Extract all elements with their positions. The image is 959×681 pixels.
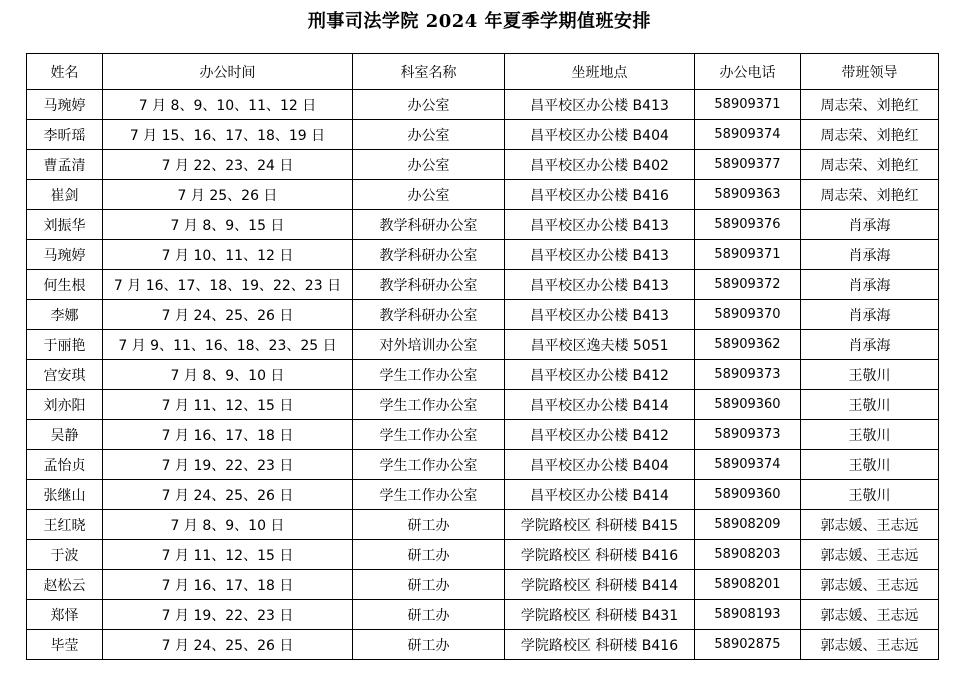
cell-name: 崔剑 bbox=[27, 180, 103, 210]
cell-department: 研工办 bbox=[353, 570, 505, 600]
table-row bbox=[27, 570, 939, 600]
cell-department: 对外培训办公室 bbox=[353, 330, 505, 360]
cell-location: 昌平校区办公楼 B413 bbox=[505, 90, 695, 120]
cell-name: 李昕瑶 bbox=[27, 120, 103, 150]
cell-name: 李娜 bbox=[27, 300, 103, 330]
cell-office-time: 7 月 22、23、24 日 bbox=[103, 150, 353, 180]
cell-department: 教学科研办公室 bbox=[353, 240, 505, 270]
cell-location: 学院路校区 科研楼 B415 bbox=[505, 510, 695, 540]
cell-leader: 周志荣、刘艳红 bbox=[801, 150, 939, 180]
cell-phone: 58909370 bbox=[695, 300, 801, 330]
cell-name: 张继山 bbox=[27, 480, 103, 510]
cell-name: 毕莹 bbox=[27, 630, 103, 660]
cell-location: 昌平校区办公楼 B412 bbox=[505, 360, 695, 390]
cell-location: 昌平校区办公楼 B413 bbox=[505, 210, 695, 240]
cell-phone: 58909362 bbox=[695, 330, 801, 360]
cell-department: 教学科研办公室 bbox=[353, 210, 505, 240]
cell-location: 学院路校区 科研楼 B416 bbox=[505, 630, 695, 660]
table-row bbox=[27, 210, 939, 240]
cell-phone: 58909374 bbox=[695, 120, 801, 150]
table-row bbox=[27, 180, 939, 210]
cell-leader: 王敬川 bbox=[801, 360, 939, 390]
cell-location: 昌平校区办公楼 B414 bbox=[505, 390, 695, 420]
cell-leader: 王敬川 bbox=[801, 390, 939, 420]
cell-name: 刘振华 bbox=[27, 210, 103, 240]
cell-location: 昌平校区办公楼 B412 bbox=[505, 420, 695, 450]
cell-office-time: 7 月 15、16、17、18、19 日 bbox=[103, 120, 353, 150]
cell-leader: 周志荣、刘艳红 bbox=[801, 120, 939, 150]
cell-location: 昌平校区逸夫楼 5051 bbox=[505, 330, 695, 360]
cell-location: 昌平校区办公楼 B402 bbox=[505, 150, 695, 180]
cell-location: 昌平校区办公楼 B416 bbox=[505, 180, 695, 210]
cell-department: 办公室 bbox=[353, 90, 505, 120]
cell-office-time: 7 月 19、22、23 日 bbox=[103, 600, 353, 630]
cell-location: 昌平校区办公楼 B413 bbox=[505, 240, 695, 270]
cell-phone: 58908203 bbox=[695, 540, 801, 570]
cell-phone: 58902875 bbox=[695, 630, 801, 660]
table-row bbox=[27, 510, 939, 540]
cell-leader: 王敬川 bbox=[801, 480, 939, 510]
cell-office-time: 7 月 8、9、10 日 bbox=[103, 360, 353, 390]
table-row bbox=[27, 240, 939, 270]
table-row bbox=[27, 630, 939, 660]
cell-department: 研工办 bbox=[353, 600, 505, 630]
cell-name: 郑怿 bbox=[27, 600, 103, 630]
cell-office-time: 7 月 16、17、18 日 bbox=[103, 420, 353, 450]
cell-leader: 肖承海 bbox=[801, 270, 939, 300]
cell-leader: 王敬川 bbox=[801, 420, 939, 450]
cell-phone: 58909371 bbox=[695, 90, 801, 120]
cell-name: 曹孟清 bbox=[27, 150, 103, 180]
cell-department: 学生工作办公室 bbox=[353, 420, 505, 450]
cell-phone: 58909363 bbox=[695, 180, 801, 210]
cell-phone: 58909360 bbox=[695, 390, 801, 420]
cell-leader: 郭志媛、王志远 bbox=[801, 540, 939, 570]
cell-office-time: 7 月 8、9、10、11、12 日 bbox=[103, 90, 353, 120]
cell-office-time: 7 月 8、9、10 日 bbox=[103, 510, 353, 540]
cell-leader: 郭志媛、王志远 bbox=[801, 600, 939, 630]
cell-office-time: 7 月 24、25、26 日 bbox=[103, 300, 353, 330]
cell-name: 于波 bbox=[27, 540, 103, 570]
cell-name: 刘亦阳 bbox=[27, 390, 103, 420]
cell-office-time: 7 月 24、25、26 日 bbox=[103, 480, 353, 510]
header-phone: 办公电话 bbox=[695, 54, 801, 90]
cell-location: 昌平校区办公楼 B414 bbox=[505, 480, 695, 510]
cell-location: 学院路校区 科研楼 B431 bbox=[505, 600, 695, 630]
cell-leader: 肖承海 bbox=[801, 330, 939, 360]
cell-location: 学院路校区 科研楼 B414 bbox=[505, 570, 695, 600]
header-office-time: 办公时间 bbox=[103, 54, 353, 90]
table-body bbox=[27, 90, 939, 660]
cell-location: 学院路校区 科研楼 B416 bbox=[505, 540, 695, 570]
table-row bbox=[27, 120, 939, 150]
table-row bbox=[27, 600, 939, 630]
table-row bbox=[27, 270, 939, 300]
cell-office-time: 7 月 19、22、23 日 bbox=[103, 450, 353, 480]
cell-department: 办公室 bbox=[353, 180, 505, 210]
cell-leader: 郭志媛、王志远 bbox=[801, 510, 939, 540]
table-row bbox=[27, 150, 939, 180]
cell-name: 马琬婷 bbox=[27, 240, 103, 270]
cell-leader: 郭志媛、王志远 bbox=[801, 570, 939, 600]
table-row bbox=[27, 360, 939, 390]
cell-name: 于丽艳 bbox=[27, 330, 103, 360]
cell-leader: 肖承海 bbox=[801, 300, 939, 330]
cell-office-time: 7 月 16、17、18、19、22、23 日 bbox=[103, 270, 353, 300]
cell-name: 王红晓 bbox=[27, 510, 103, 540]
cell-leader: 王敬川 bbox=[801, 450, 939, 480]
cell-leader: 肖承海 bbox=[801, 210, 939, 240]
cell-location: 昌平校区办公楼 B413 bbox=[505, 300, 695, 330]
cell-department: 研工办 bbox=[353, 510, 505, 540]
cell-phone: 58909377 bbox=[695, 150, 801, 180]
table-row bbox=[27, 330, 939, 360]
table-row bbox=[27, 420, 939, 450]
cell-name: 马琬婷 bbox=[27, 90, 103, 120]
cell-phone: 58909373 bbox=[695, 360, 801, 390]
cell-office-time: 7 月 24、25、26 日 bbox=[103, 630, 353, 660]
cell-department: 教学科研办公室 bbox=[353, 300, 505, 330]
cell-name: 赵松云 bbox=[27, 570, 103, 600]
cell-leader: 周志荣、刘艳红 bbox=[801, 90, 939, 120]
cell-office-time: 7 月 10、11、12 日 bbox=[103, 240, 353, 270]
cell-phone: 58908201 bbox=[695, 570, 801, 600]
cell-phone: 58909376 bbox=[695, 210, 801, 240]
header-location: 坐班地点 bbox=[505, 54, 695, 90]
cell-name: 何生根 bbox=[27, 270, 103, 300]
cell-name: 孟怡贞 bbox=[27, 450, 103, 480]
cell-phone: 58908193 bbox=[695, 600, 801, 630]
cell-location: 昌平校区办公楼 B413 bbox=[505, 270, 695, 300]
cell-phone: 58909371 bbox=[695, 240, 801, 270]
cell-office-time: 7 月 8、9、15 日 bbox=[103, 210, 353, 240]
cell-department: 办公室 bbox=[353, 120, 505, 150]
cell-department: 研工办 bbox=[353, 540, 505, 570]
header-department: 科室名称 bbox=[353, 54, 505, 90]
cell-leader: 周志荣、刘艳红 bbox=[801, 180, 939, 210]
table-row bbox=[27, 390, 939, 420]
cell-leader: 郭志媛、王志远 bbox=[801, 630, 939, 660]
cell-phone: 58908209 bbox=[695, 510, 801, 540]
table-row bbox=[27, 300, 939, 330]
table-row bbox=[27, 540, 939, 570]
cell-department: 学生工作办公室 bbox=[353, 390, 505, 420]
cell-name: 宫安琪 bbox=[27, 360, 103, 390]
cell-department: 学生工作办公室 bbox=[353, 360, 505, 390]
cell-phone: 58909372 bbox=[695, 270, 801, 300]
duty-schedule-table bbox=[26, 53, 939, 660]
cell-office-time: 7 月 25、26 日 bbox=[103, 180, 353, 210]
cell-office-time: 7 月 11、12、15 日 bbox=[103, 540, 353, 570]
cell-phone: 58909373 bbox=[695, 420, 801, 450]
cell-department: 办公室 bbox=[353, 150, 505, 180]
cell-leader: 肖承海 bbox=[801, 240, 939, 270]
cell-department: 学生工作办公室 bbox=[353, 480, 505, 510]
header-leader: 带班领导 bbox=[801, 54, 939, 90]
cell-department: 研工办 bbox=[353, 630, 505, 660]
table-row bbox=[27, 90, 939, 120]
cell-department: 学生工作办公室 bbox=[353, 450, 505, 480]
table-header-row bbox=[27, 54, 939, 90]
cell-location: 昌平校区办公楼 B404 bbox=[505, 120, 695, 150]
cell-department: 教学科研办公室 bbox=[353, 270, 505, 300]
cell-office-time: 7 月 11、12、15 日 bbox=[103, 390, 353, 420]
cell-phone: 58909374 bbox=[695, 450, 801, 480]
table-row bbox=[27, 480, 939, 510]
cell-office-time: 7 月 16、17、18 日 bbox=[103, 570, 353, 600]
cell-office-time: 7 月 9、11、16、18、23、25 日 bbox=[103, 330, 353, 360]
cell-name: 吴静 bbox=[27, 420, 103, 450]
cell-phone: 58909360 bbox=[695, 480, 801, 510]
cell-location: 昌平校区办公楼 B404 bbox=[505, 450, 695, 480]
header-name: 姓名 bbox=[27, 54, 103, 90]
document-title: 刑事司法学院 2024 年夏季学期值班安排 bbox=[307, 11, 652, 32]
table-row bbox=[27, 450, 939, 480]
